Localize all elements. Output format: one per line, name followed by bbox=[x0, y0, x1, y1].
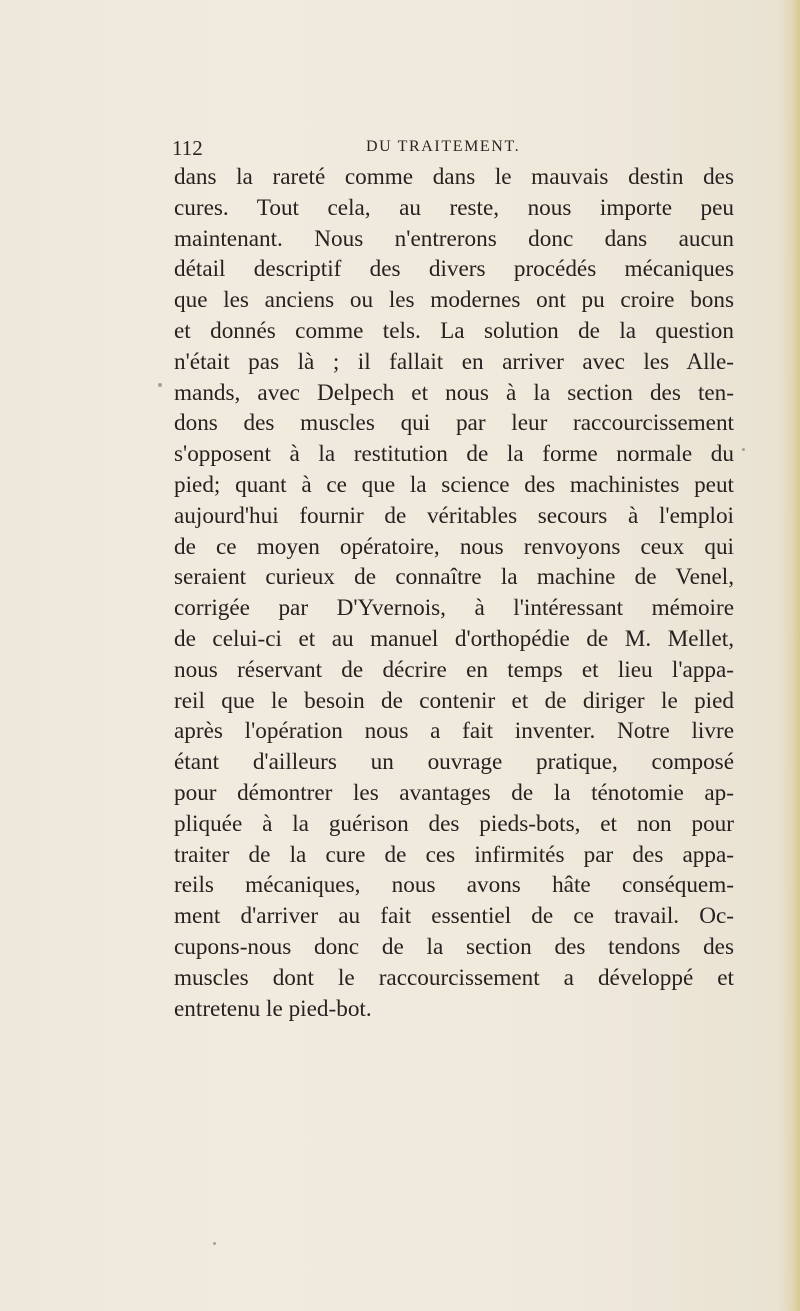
text-line: après l'opération nous a fait inventer. Notre livre bbox=[174, 718, 734, 745]
page-edge-shadow bbox=[778, 0, 800, 1311]
ink-speck bbox=[213, 1242, 216, 1245]
text-line: maintenant. Nous n'entrerons donc dans aucun bbox=[174, 225, 734, 252]
ink-speck bbox=[742, 448, 745, 451]
body-paragraph bbox=[174, 162, 734, 1024]
text-line: de ce moyen opératoire, nous renvoyons ceux qui bbox=[174, 533, 734, 560]
text-line: muscles dont le raccourcissement a développé et bbox=[174, 964, 734, 991]
text-line: aujourd'hui fournir de véritables secours à l'emploi bbox=[174, 502, 734, 529]
text-line: reil que le besoin de contenir et de diriger le pied bbox=[174, 687, 734, 714]
text-line: cupons-nous donc de la section des tendons des bbox=[174, 933, 734, 960]
text-line: s'opposent à la restitution de la forme normale du bbox=[174, 441, 734, 468]
text-line: cures. Tout cela, au reste, nous importe peu bbox=[174, 194, 734, 221]
text-line: que les anciens ou les modernes ont pu croire bons bbox=[174, 287, 734, 314]
text-line: traiter de la cure de ces infirmités par des appa- bbox=[174, 841, 734, 868]
text-line: mands, avec Delpech et nous à la section des ten- bbox=[174, 379, 734, 406]
text-line: n'était pas là ; il fallait en arriver avec les Alle- bbox=[174, 348, 734, 375]
text-line: ment d'arriver au fait essentiel de ce travail. Oc- bbox=[174, 903, 734, 930]
text-line: de celui-ci et au manuel d'orthopédie de M. Mellet, bbox=[174, 625, 734, 652]
text-line: reils mécaniques, nous avons hâte conséquem- bbox=[174, 872, 734, 899]
text-line: corrigée par D'Yvernois, à l'intéressant mémoire bbox=[174, 595, 734, 622]
text-line: étant d'ailleurs un ouvrage pratique, composé bbox=[174, 749, 734, 776]
text-line: nous réservant de décrire en temps et lieu l'appa- bbox=[174, 656, 734, 683]
text-line: et donnés comme tels. La solution de la question bbox=[174, 317, 734, 344]
page-number: 112 bbox=[172, 136, 203, 160]
text-line: entretenu le pied-bot. bbox=[174, 995, 372, 1022]
text-line: dans la rareté comme dans le mauvais destin des bbox=[174, 164, 734, 190]
running-title: DU TRAITEMENT. bbox=[366, 138, 521, 155]
ink-speck bbox=[158, 383, 162, 387]
text-line: pied; quant à ce que la science des machinistes peut bbox=[174, 471, 734, 498]
text-line: détail descriptif des divers procédés mécaniques bbox=[174, 256, 734, 283]
text-line: seraient curieux de connaître la machine de Venel, bbox=[174, 564, 734, 591]
text-line: pliquée à la guérison des pieds-bots, et non pour bbox=[174, 810, 734, 837]
text-line: pour démontrer les avantages de la ténotomie ap- bbox=[174, 779, 734, 806]
running-header bbox=[172, 136, 592, 160]
text-line: dons des muscles qui par leur raccourcissement bbox=[174, 410, 734, 437]
